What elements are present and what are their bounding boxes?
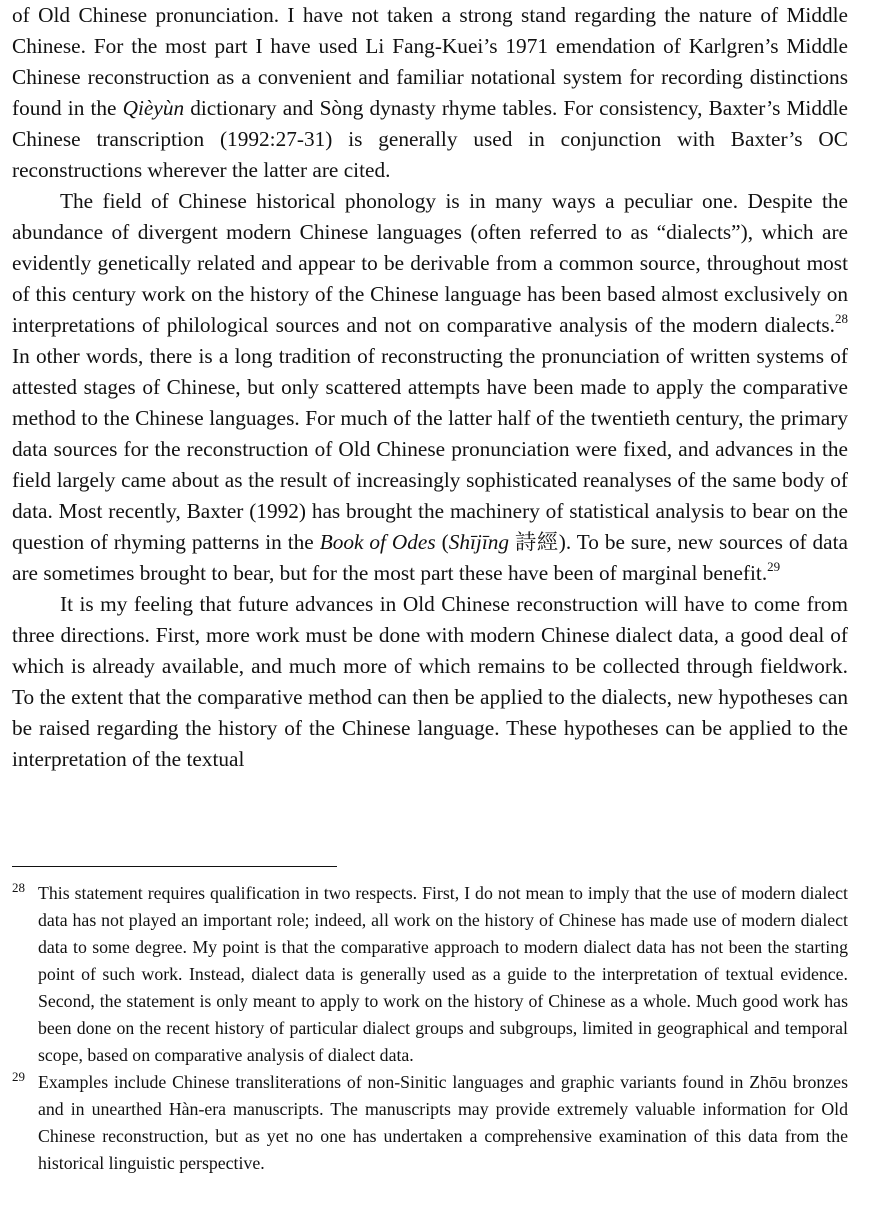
footnote-number: 29 [12, 1069, 25, 1084]
body-text [12, 0, 848, 775]
paragraph [12, 0, 848, 186]
text-run: ( [435, 530, 449, 554]
italic-text: Qièyùn [122, 96, 185, 120]
paragraph [12, 186, 848, 589]
text-run: dictionary and Sòng dynasty rhyme tables. For consistency, Baxter’s Middle Chinese transcription (1992:27-31) is generally used in conjunction with Baxter’s OC reconstructions wherever the latter are cited. [12, 96, 848, 182]
footnote-ref: 28 [835, 311, 848, 326]
text-run: The field of Chinese historical phonology is in many ways a peculiar one. Despite the abundance of divergent modern Chinese languages (often referred to as “dialects”), which are evidently genetically related and appear to be derivable from a common source, throughout most of this century work on the history of the Chinese language has been based almost exclusively on interpretations of philological sources and not on comparative analysis of the modern dialects. [12, 189, 848, 337]
footnote-divider [12, 866, 337, 867]
text-run: of Old Chinese pronunciation. I have not taken a strong stand regarding the nature of Middle Chinese. For the most part I have used Li Fang-Kuei’s 1971 emendation of Karlgren’s Middle Chinese reconstruction as a convenient and familiar notational system for recording distinctions found in the [12, 3, 848, 120]
text-run: It is my feeling that future advances in Old Chinese reconstruction will have to come from three directions. First, more work must be done with modern Chinese dialect data, a good deal of which is already available, and much more of which remains to be collected through fieldwork. To the extent that the comparative method can then be applied to the dialects, new hypotheses can be raised regarding the history of the Chinese language. These hypotheses can be applied to the interpretation of the textual [12, 592, 848, 771]
footnote [12, 880, 848, 1069]
footnote [12, 1069, 848, 1177]
footnote-text: This statement requires qualification in two respects. First, I do not mean to imply that the use of modern dialect data has not played an important role; indeed, all work on the history of Chinese has made use of modern dialect data to some degree. My point is that the comparative approach to modern dialect data has not been the starting point of such work. Instead, dialect data is generally used as a guide to the interpretation of textual evidence. Second, the statement is only meant to apply to work on the history of Chinese as a whole. Much good work has been done on the recent history of particular dialect groups and subgroups, limited in geographical and temporal scope, based on comparative analysis of dialect data. [38, 883, 848, 1065]
italic-text: Shījīng [448, 530, 510, 554]
footnote-number: 28 [12, 880, 25, 895]
paragraph [12, 589, 848, 775]
footnote-ref: 29 [767, 559, 781, 574]
footnotes [12, 880, 848, 1177]
footnote-text: Examples include Chinese transliterations of non-Sinitic languages and graphic variants found in Zhōu bronzes and in unearthed Hàn-era manuscripts. The manuscripts may provide extremely valuable information for Old Chinese reconstruction, but as yet no one has undertaken a comprehensive examination of this data from the historical linguistic perspective. [38, 1072, 848, 1173]
page [12, 0, 848, 1173]
text-run: In other words, there is a long tradition of reconstructing the pronunciation of written systems of attested stages of Chinese, but only scattered attempts have been made to apply the comparative method to the Chinese languages. For much of the latter half of the twentieth century, the primary data sources for the reconstruction of Old Chinese pronunciation were fixed, and advances in the field largely came about as the result of increasingly sophisticated reanalyses of the same body of data. Most recently, Baxter (1992) has brought the machinery of statistical analysis to bear on the question of rhyming patterns in the [12, 344, 848, 554]
text-run: 詩經). To be sure, new sources of data are sometimes brought to bear, but for the most part these have been of marginal benefit. [12, 530, 848, 585]
italic-text: Book of Odes [319, 530, 436, 554]
